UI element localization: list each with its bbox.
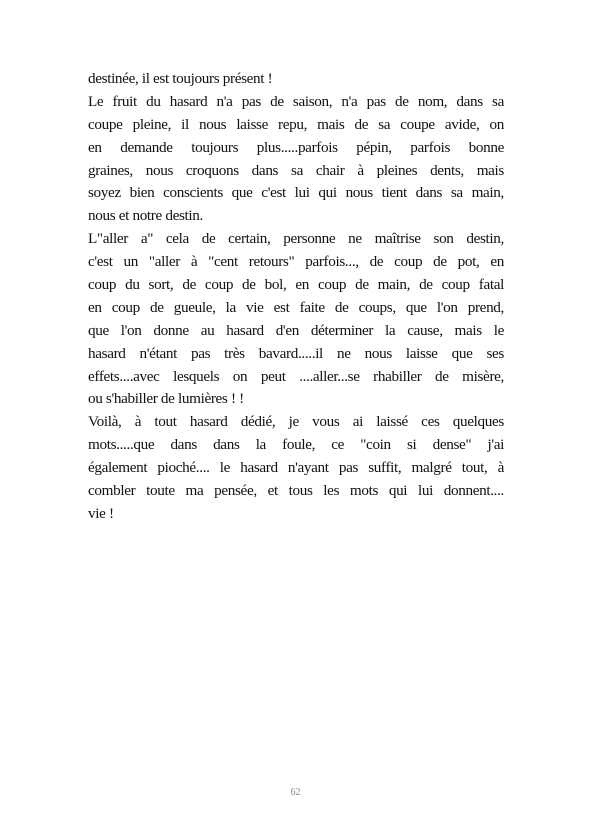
body-text [88, 68, 504, 526]
text-line: mots.....que dans dans la foule, ce "coin si dense" j'ai [88, 436, 504, 454]
text-line: hasard n'étant pas très bavard.....il ne nous laisse que ses [88, 344, 504, 362]
text-line: en demande toujours plus.....parfois pépin, parfois bonne [88, 138, 504, 156]
text-line: vie ! [88, 504, 114, 522]
text-line: destinée, il est toujours présent ! [88, 70, 273, 87]
text-line: nous et notre destin. [88, 207, 203, 225]
text-line: soyez bien conscients que c'est lui qui nous tient dans sa main, [88, 184, 504, 202]
text-line: L"aller a" cela de certain, personne ne maîtrise son destin, [88, 230, 504, 248]
text-line: coup du sort, de coup de bol, en coup de main, de coup fatal [88, 276, 504, 294]
text-line: en coup de gueule, la vie est faite de coups, que l'on prend, [88, 298, 504, 316]
text-line: combler toute ma pensée, et tous les mots qui lui donnent.... [88, 482, 504, 500]
text-line: graines, nous croquons dans sa chair à pleines dents, mais [88, 161, 504, 179]
text-line: effets....avec lesquels on peut ....aller...se rhabiller de misère, [88, 367, 504, 385]
page-number: 62 [290, 787, 301, 798]
text-line: également pioché.... le hasard n'ayant pas suffit, malgré tout, à [88, 459, 504, 477]
text-line: ou s'habiller de lumières ! ! [88, 390, 244, 408]
text-line: que l'on donne au hasard d'en déterminer la cause, mais le [88, 321, 504, 339]
text-line: Le fruit du hasard n'a pas de saison, n'a pas de nom, dans sa [88, 92, 504, 110]
text-line: c'est un "aller à "cent retours" parfois..., de coup de pot, en [88, 253, 504, 271]
text-line: coupe pleine, il nous laisse repu, mais de sa coupe avide, on [88, 115, 504, 133]
text-line: Voilà, à tout hasard dédié, je vous ai laissé ces quelques [88, 413, 504, 431]
